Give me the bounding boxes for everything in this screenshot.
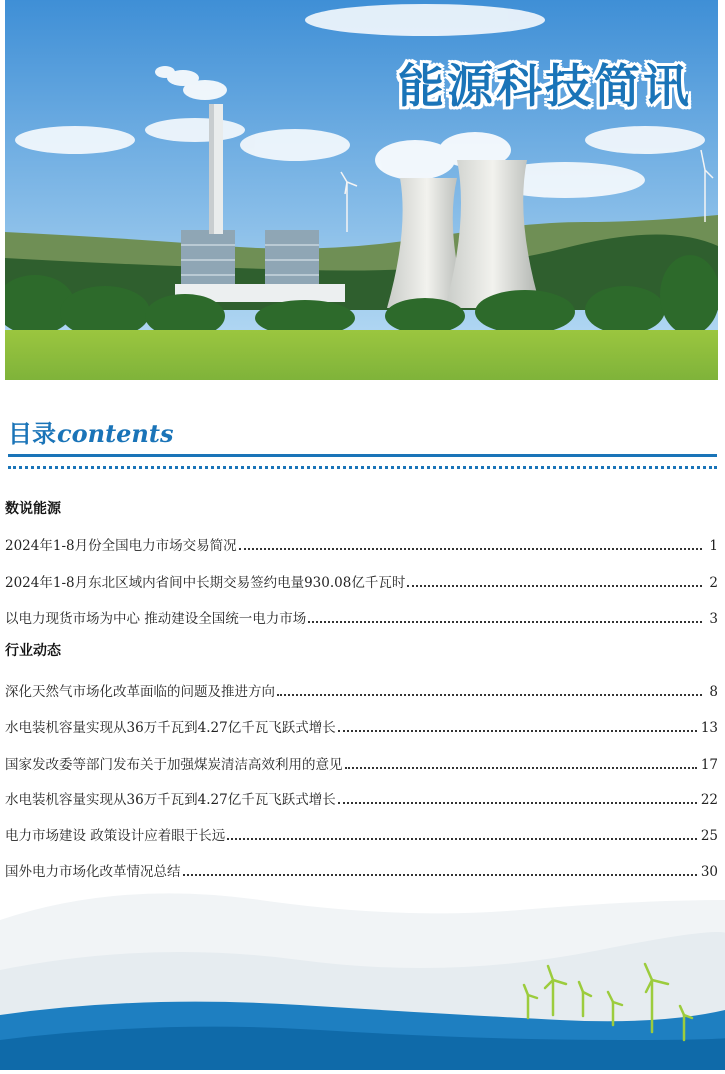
toc-leader-dots (227, 838, 697, 840)
footer-wave-decoration (0, 880, 725, 1070)
toc-entry[interactable] (5, 569, 718, 591)
toc-entry-title: 水电装机容量实现从36万千瓦到4.27亿千瓦飞跃式增长 (5, 792, 336, 808)
toc-leader-dots (239, 548, 702, 550)
toc-leader-dots (277, 694, 702, 696)
contents-label-en: contents (57, 419, 174, 448)
toc-leader-dots (345, 767, 697, 769)
wind-turbine-wave-icon (0, 880, 725, 1070)
toc-entry-title: 以电力现货市场为中心 推动建设全国统一电力市场 (5, 611, 307, 627)
contents-header (8, 418, 173, 448)
toc-entry-page: 30 (700, 864, 718, 880)
toc-entry-page: 2 (709, 575, 718, 591)
toc-entry-title: 电力市场建设 政策设计应着眼于长远 (5, 828, 226, 844)
toc-entry[interactable] (5, 786, 718, 808)
toc-entry[interactable] (5, 532, 718, 554)
toc-entry[interactable] (5, 678, 718, 700)
toc-leader-dots (338, 730, 697, 732)
toc-entry-title: 国家发改委等部门发布关于加强煤炭清洁高效利用的意见 (5, 757, 343, 773)
header-divider (8, 454, 717, 457)
magazine-title: 能源科技简讯 (398, 59, 692, 113)
section-heading-industry-news: 行业动态 (5, 643, 61, 659)
toc-entry[interactable] (5, 714, 718, 736)
toc-leader-dots (183, 874, 697, 876)
toc-entry-page: 1 (709, 538, 718, 554)
toc-entry[interactable] (5, 822, 718, 844)
toc-entry-title: 水电装机容量实现从36万千瓦到4.27亿千瓦飞跃式增长 (5, 720, 336, 736)
toc-entry-page: 8 (709, 684, 718, 700)
toc-entry[interactable] (5, 751, 718, 773)
contents-label-cn: 目录 (8, 420, 56, 448)
toc-entry-page: 25 (700, 828, 718, 844)
toc-entry-title: 国外电力市场化改革情况总结 (5, 864, 181, 880)
toc-entry-title: 2024年1-8月东北区域内省间中长期交易签约电量930.08亿千瓦时 (5, 575, 406, 591)
toc-entry-page: 22 (700, 792, 718, 808)
toc-entry-page: 13 (700, 720, 718, 736)
toc-entry-page: 3 (709, 611, 718, 627)
header-dotted-divider (8, 466, 717, 469)
toc-entry[interactable] (5, 858, 718, 880)
toc-leader-dots (308, 621, 702, 623)
cover-image (5, 0, 718, 380)
toc-entry-page: 17 (700, 757, 718, 773)
toc-leader-dots (338, 802, 697, 804)
toc-entry-title: 2024年1-8月份全国电力市场交易简况 (5, 538, 237, 554)
section-heading-energy-data: 数说能源 (5, 501, 61, 517)
toc-leader-dots (407, 585, 702, 587)
toc-entry-title: 深化天然气市场化改革面临的问题及推进方向 (5, 684, 275, 700)
toc-entry[interactable] (5, 605, 718, 627)
